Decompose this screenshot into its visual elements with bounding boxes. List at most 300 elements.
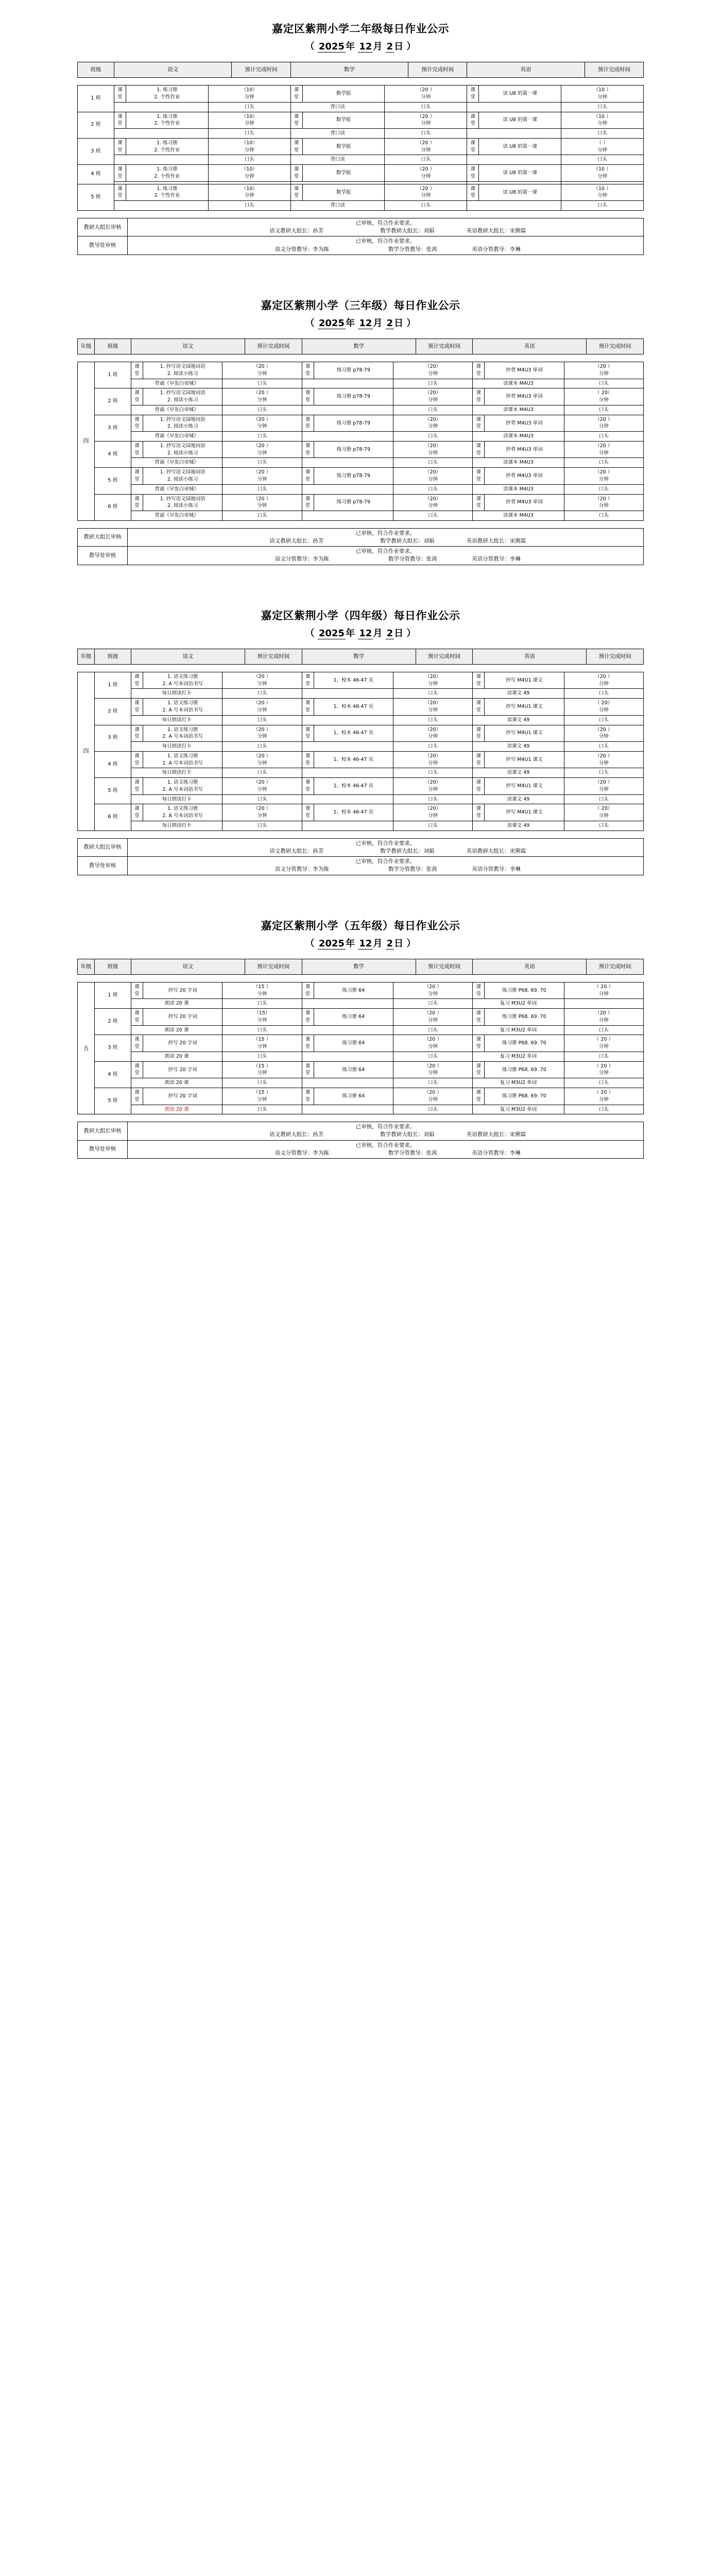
- homework-table-1: [77, 62, 644, 78]
- review-group-body: 已审核，符合作业要求。 语文教研大组长：孙芳 数学教研大组长：刘娟 英语教研大组长：宋俐霖: [128, 1122, 644, 1140]
- table-row: [78, 725, 644, 742]
- math-oral-time: 口头: [393, 689, 472, 699]
- chinese-oral-time: 口头: [208, 102, 290, 112]
- class-cell: 4 班: [95, 441, 131, 467]
- chinese-classroom-tag: 课 堂: [131, 1088, 143, 1105]
- english-oral-time: 口头: [564, 379, 643, 388]
- review-row-group: [78, 1122, 644, 1140]
- review-office-label: 教导处审核: [78, 1140, 128, 1158]
- math-oral-time: 口头: [393, 768, 472, 778]
- math-oral-task: [302, 379, 393, 388]
- english-oral-time: 口头: [564, 458, 643, 468]
- english-oral-task: 读课文 49: [473, 768, 564, 778]
- english-oral-time: 口头: [564, 742, 643, 752]
- math-oral-task: [302, 1025, 393, 1035]
- table-header-row: [78, 959, 644, 974]
- review-group-label: 教研大组长审核: [78, 1122, 128, 1140]
- english-oral-task: 复习 M3U2 单词: [473, 1052, 564, 1061]
- th-chinese-time: 预计完成时间: [245, 959, 302, 974]
- review-row-office: [78, 236, 644, 255]
- chinese-oral-time: 口头: [222, 1052, 302, 1061]
- th-math: 数学: [290, 62, 408, 78]
- chinese-classroom-tag: 课 堂: [131, 1009, 143, 1026]
- math-time: （20 ） 分钟: [385, 112, 467, 129]
- chinese-oral-task: 背诵《早发白帝城》: [131, 511, 222, 521]
- math-time: （20 ） 分钟: [385, 138, 467, 155]
- english-classroom-tag: 课 堂: [473, 362, 485, 379]
- english-classroom-tag: 课 堂: [473, 672, 485, 689]
- english-oral-task: 复习 M3U2 单词: [473, 1078, 564, 1088]
- class-cell: 5 班: [95, 778, 131, 804]
- table-row-oral: [78, 511, 644, 521]
- english-classroom-tag: 课 堂: [473, 751, 485, 768]
- homework-table-4: [77, 959, 644, 975]
- class-cell: 3 班: [95, 415, 131, 441]
- chinese-time: （15 ） 分钟: [222, 982, 302, 999]
- class-cell: 4 班: [95, 751, 131, 777]
- english-oral-task: 读课文 49: [473, 794, 564, 804]
- chinese-task: 1. 语文练习册 2. A 号本词语书写: [143, 804, 222, 821]
- th-class: 班级: [78, 62, 114, 78]
- math-oral-time: 口头: [385, 102, 467, 112]
- chinese-time: （10） 分钟: [208, 138, 290, 155]
- chinese-time: （20 ） 分钟: [222, 672, 302, 689]
- review-office-body: 已审核，符合作业要求。 语文分管教导：李为陈 数学分管教导：张茜 英语分管教导：李琳: [128, 236, 644, 255]
- english-classroom-tag: 课 堂: [473, 982, 485, 999]
- th-english-time: 预计完成时间: [587, 959, 644, 974]
- math-classroom-tag: 课 堂: [302, 468, 314, 485]
- chinese-time: （20 ） 分钟: [222, 699, 302, 716]
- math-time: （20） 分钟: [393, 672, 472, 689]
- chinese-oral-time: 口头: [222, 458, 302, 468]
- chinese-time: （15 ） 分钟: [222, 1035, 302, 1052]
- math-classroom-tag: 课 堂: [302, 1009, 314, 1026]
- review-table: [77, 838, 644, 875]
- math-time: （20） 分钟: [393, 388, 472, 405]
- english-classroom-tag: 课 堂: [473, 441, 485, 458]
- th-english-time: 预计完成时间: [585, 62, 643, 78]
- math-task: 数学报: [302, 184, 385, 201]
- chinese-task: 1. 抄写语文园地词语 2. 阅读小练习: [143, 415, 222, 432]
- math-task: 练习册 64: [314, 982, 393, 999]
- th-english: 英语: [473, 959, 587, 974]
- math-oral-time: 口头: [393, 999, 472, 1009]
- math-time: （20 ） 分钟: [393, 1061, 472, 1078]
- review-group-body: 已审核，符合作业要求。 语文教研大组长：孙芳 数学教研大组长：刘娟 英语教研大组长：宋俐霖: [128, 218, 644, 236]
- math-oral-task: [302, 768, 393, 778]
- grade-cell: 五: [78, 982, 95, 1114]
- th-class: 班级: [95, 338, 131, 354]
- english-time: （20 ） 分钟: [564, 468, 643, 485]
- table-row-oral: [78, 484, 644, 494]
- english-oral-task: 读课本 M4U3: [473, 511, 564, 521]
- chinese-classroom-tag: 课 堂: [131, 388, 143, 405]
- th-math-time: 预计完成时间: [408, 62, 467, 78]
- homework-body-1: [77, 85, 644, 211]
- english-oral-time: 口头: [561, 129, 644, 139]
- math-time: （20 ） 分钟: [393, 1035, 472, 1052]
- class-cell: 1 班: [95, 672, 131, 698]
- math-classroom-tag: 课 堂: [302, 725, 314, 742]
- table-row: [78, 138, 644, 155]
- math-task: 1、校本 46-47 页: [314, 699, 393, 716]
- english-oral-time: 口头: [561, 102, 644, 112]
- english-oral-task: 复习 M3U2 单词: [473, 1025, 564, 1035]
- review-table: [77, 528, 644, 565]
- english-classroom-tag: 课 堂: [467, 86, 479, 103]
- english-task: 读 U8 的第一课: [479, 184, 561, 201]
- th-math-time: 预计完成时间: [416, 649, 473, 664]
- english-task: 抄写 M4U1 课文: [485, 725, 564, 742]
- english-time: （ 20 ） 分钟: [564, 1035, 643, 1052]
- chinese-classroom-tag: 课 堂: [131, 415, 143, 432]
- table-row-oral: [78, 432, 644, 442]
- math-task: 练习册 p78-79: [314, 388, 393, 405]
- chinese-task: 抄写 20 字词: [143, 1035, 222, 1052]
- english-classroom-tag: 课 堂: [473, 1009, 485, 1026]
- math-oral-time: 口头: [385, 201, 467, 211]
- english-task: 练习册 P68. 69. 70: [485, 1035, 564, 1052]
- table-row-oral: [78, 1025, 644, 1035]
- math-task: 1、校本 46-47 页: [314, 672, 393, 689]
- th-math-time: 预计完成时间: [416, 959, 473, 974]
- chinese-time: （20 ） 分钟: [222, 494, 302, 511]
- english-oral-time: 口头: [561, 155, 644, 165]
- chinese-task: 1. 语文练习册 2. A 号本词语书写: [143, 778, 222, 795]
- table-row-oral: [78, 102, 644, 112]
- chinese-task: 抄写 20 字词: [143, 1061, 222, 1078]
- th-english-time: 预计完成时间: [587, 649, 644, 664]
- math-oral-task: 背口诀: [290, 102, 385, 112]
- grade-section-2: [77, 277, 644, 587]
- chinese-task: 1. 抄写语文园地词语 2. 阅读小练习: [143, 441, 222, 458]
- english-classroom-tag: 课 堂: [473, 468, 485, 485]
- homework-table-3: [77, 649, 644, 665]
- math-oral-time: 口头: [393, 1025, 472, 1035]
- chinese-oral-task: 背诵《早发白帝城》: [131, 484, 222, 494]
- page-title-3: 嘉定区紫荆小学（四年级）每日作业公示: [261, 609, 460, 622]
- math-classroom-tag: 课 堂: [302, 1088, 314, 1105]
- math-task: 练习册 64: [314, 1088, 393, 1105]
- chinese-time: （20 ） 分钟: [222, 778, 302, 795]
- th-chinese: 语文: [131, 338, 245, 354]
- english-classroom-tag: 课 堂: [473, 778, 485, 795]
- math-time: （20） 分钟: [393, 778, 472, 795]
- review-office-label: 教导处审核: [78, 236, 128, 255]
- th-chinese-time: 预计完成时间: [232, 62, 290, 78]
- english-task: 练习册 P68. 69. 70: [485, 1088, 564, 1105]
- chinese-classroom-tag: 课 堂: [114, 112, 126, 129]
- english-time: （20 ） 分钟: [564, 441, 643, 458]
- table-row: [78, 362, 644, 379]
- chinese-classroom-tag: 课 堂: [131, 441, 143, 458]
- math-task: 练习册 p78-79: [314, 362, 393, 379]
- math-time: （20） 分钟: [393, 804, 472, 821]
- english-oral-time: 口头: [564, 715, 643, 725]
- math-oral-task: [302, 821, 393, 831]
- class-cell: 5 班: [95, 1088, 131, 1114]
- english-oral-task: [467, 155, 561, 165]
- math-task: 数学报: [302, 138, 385, 155]
- english-classroom-tag: 课 堂: [473, 388, 485, 405]
- chinese-oral-task: 朗读 20 课: [131, 1078, 222, 1088]
- page-title-2: 嘉定区紫荆小学（三年级）每日作业公示: [261, 299, 460, 312]
- english-time: （ 20 ） 分钟: [564, 982, 643, 999]
- english-task: 抄背 M4U3 单词: [485, 415, 564, 432]
- chinese-classroom-tag: 课 堂: [114, 165, 126, 182]
- review-office-label: 教导处审核: [78, 547, 128, 565]
- review-table: [77, 218, 644, 255]
- chinese-time: （10） 分钟: [208, 184, 290, 201]
- chinese-oral-task: 每日朗读打卡: [131, 821, 222, 831]
- chinese-task: 1. 抄写语文园地词语 2. 阅读小练习: [143, 388, 222, 405]
- class-cell: 2 班: [95, 388, 131, 415]
- class-cell: 3 班: [78, 138, 114, 164]
- math-task: 数学报: [302, 112, 385, 129]
- chinese-oral-task: 背诵《早发白帝城》: [131, 379, 222, 388]
- table-row-oral: [78, 1078, 644, 1088]
- english-classroom-tag: 课 堂: [467, 138, 479, 155]
- math-classroom-tag: 课 堂: [302, 388, 314, 405]
- english-classroom-tag: 课 堂: [473, 1088, 485, 1105]
- chinese-time: （10） 分钟: [208, 86, 290, 103]
- english-time: （ 20 ） 分钟: [564, 1061, 643, 1078]
- english-task: 读 U8 的第一课: [479, 112, 561, 129]
- class-cell: 5 班: [95, 468, 131, 494]
- chinese-classroom-tag: 课 堂: [114, 184, 126, 201]
- math-time: （20） 分钟: [393, 751, 472, 768]
- math-oral-task: [302, 715, 393, 725]
- chinese-task: 1. 抄写语文园地词语 2. 阅读小练习: [143, 494, 222, 511]
- math-oral-task: [302, 1052, 393, 1061]
- math-task: 练习册 p78-79: [314, 468, 393, 485]
- review-office-body: 已审核，符合作业要求。 语文分管教导：李为陈 数学分管教导：张茜 英语分管教导：李琳: [128, 857, 644, 875]
- math-classroom-tag: 课 堂: [302, 1061, 314, 1078]
- chinese-time: （15） 分钟: [222, 1009, 302, 1026]
- chinese-time: （20 ） 分钟: [222, 388, 302, 405]
- math-oral-time: 口头: [393, 379, 472, 388]
- chinese-oral-time: 口头: [222, 821, 302, 831]
- class-cell: 3 班: [95, 725, 131, 751]
- chinese-oral-task: 每日朗读打卡: [131, 742, 222, 752]
- review-row-group: [78, 528, 644, 546]
- page-date-4: （ 2025 年 12 月 2 日 ）: [305, 938, 416, 949]
- english-task: 抄写 M4U1 课文: [485, 804, 564, 821]
- chinese-classroom-tag: 课 堂: [131, 699, 143, 716]
- table-header-row: [78, 338, 644, 354]
- english-classroom-tag: 课 堂: [473, 1061, 485, 1078]
- class-cell: 2 班: [95, 1009, 131, 1035]
- english-time: （20 ） 分钟: [564, 362, 643, 379]
- chinese-task: 1. 练习册 2. 个性作业: [126, 138, 209, 155]
- chinese-task: 1. 练习册 2. 个性作业: [126, 112, 209, 129]
- table-row: [78, 751, 644, 768]
- th-class: 班级: [95, 649, 131, 664]
- th-grade: 年级: [78, 959, 95, 974]
- chinese-task: 1. 练习册 2. 个性作业: [126, 165, 209, 182]
- th-chinese: 语文: [131, 959, 245, 974]
- table-row: [78, 804, 644, 821]
- english-oral-task: 读课本 M4U3: [473, 405, 564, 415]
- page-date-1: （ 2025 年 12 月 2 日 ）: [305, 41, 416, 52]
- math-oral-time: 口头: [393, 432, 472, 442]
- chinese-task: 抄写 20 字词: [143, 1009, 222, 1026]
- th-english-time: 预计完成时间: [587, 338, 644, 354]
- chinese-oral-time: 口头: [222, 689, 302, 699]
- math-time: （20） 分钟: [393, 468, 472, 485]
- th-english: 英语: [473, 338, 587, 354]
- math-oral-time: 口头: [393, 794, 472, 804]
- english-oral-time: 口头: [564, 768, 643, 778]
- review-row-group: [78, 218, 644, 236]
- chinese-oral-time: 口头: [222, 1078, 302, 1088]
- english-oral-time: 口头: [564, 1025, 643, 1035]
- math-task: 练习册 64: [314, 1061, 393, 1078]
- chinese-classroom-tag: 课 堂: [131, 362, 143, 379]
- table-row: [78, 388, 644, 405]
- chinese-oral-task: 背诵《早发白帝城》: [131, 405, 222, 415]
- math-task: 练习册 64: [314, 1035, 393, 1052]
- table-row: [78, 468, 644, 485]
- chinese-oral-task: [114, 102, 209, 112]
- th-math-time: 预计完成时间: [416, 338, 473, 354]
- math-oral-task: 背口诀: [290, 129, 385, 139]
- english-oral-time: 口头: [564, 689, 643, 699]
- table-row-oral: [78, 458, 644, 468]
- math-oral-task: 背口诀: [290, 155, 385, 165]
- chinese-oral-task: [114, 129, 209, 139]
- english-oral-task: 读课本 M4U3: [473, 432, 564, 442]
- th-math: 数学: [302, 959, 416, 974]
- math-task: 数学报: [302, 165, 385, 182]
- english-oral-task: 复习 M3U2 单词: [473, 999, 564, 1009]
- english-task: 读 U8 的第一课: [479, 86, 561, 103]
- chinese-oral-task: 每日朗读打卡: [131, 689, 222, 699]
- review-group-body: 已审核，符合作业要求。 语文教研大组长：孙芳 数学教研大组长：刘娟 英语教研大组长：宋俐霖: [128, 528, 644, 546]
- english-oral-time: 口头: [564, 484, 643, 494]
- class-cell: 6 班: [95, 494, 131, 520]
- page-date-2: （ 2025 年 12 月 2 日 ）: [305, 317, 416, 329]
- math-oral-time: 口头: [393, 484, 472, 494]
- th-english: 英语: [467, 62, 585, 78]
- table-header-row: [78, 62, 644, 78]
- english-classroom-tag: 课 堂: [473, 1035, 485, 1052]
- math-oral-task: [302, 405, 393, 415]
- chinese-oral-task: [114, 201, 209, 211]
- grade-section-1: [77, 0, 644, 277]
- chinese-oral-time: 口头: [222, 379, 302, 388]
- english-task: 读 U8 的第一课: [479, 165, 561, 182]
- class-cell: 5 班: [78, 184, 114, 210]
- chinese-oral-task: 背诵《早发白帝城》: [131, 458, 222, 468]
- chinese-time: （20 ） 分钟: [222, 804, 302, 821]
- review-office-body: 已审核，符合作业要求。 语文分管教导：李为陈 数学分管教导：张茜 英语分管教导：李琳: [128, 1140, 644, 1158]
- class-cell: 3 班: [95, 1035, 131, 1061]
- math-task: 练习册 64: [314, 1009, 393, 1026]
- english-classroom-tag: 课 堂: [473, 699, 485, 716]
- chinese-oral-time: 口头: [208, 155, 290, 165]
- math-time: （20） 分钟: [393, 725, 472, 742]
- table-row: [78, 778, 644, 795]
- english-oral-task: 读课本 M4U3: [473, 458, 564, 468]
- english-task: 练习册 P68. 69. 70: [485, 1009, 564, 1026]
- chinese-task: 1. 语文练习册 2. A 号本词语书写: [143, 725, 222, 742]
- math-oral-task: [302, 484, 393, 494]
- english-oral-task: [467, 201, 561, 211]
- english-oral-task: [467, 102, 561, 112]
- math-oral-task: [302, 742, 393, 752]
- english-time: （20 ） 分钟: [564, 415, 643, 432]
- table-row-oral: [78, 821, 644, 831]
- math-time: （20 ） 分钟: [385, 184, 467, 201]
- chinese-oral-time: 口头: [222, 742, 302, 752]
- review-office-body: 已审核，符合作业要求。 语文分管教导：李为陈 数学分管教导：张茜 英语分管教导：李琳: [128, 547, 644, 565]
- table-row: [78, 86, 644, 103]
- page-date-3: （ 2025 年 12 月 2 日 ）: [305, 628, 416, 639]
- table-row-oral: [78, 129, 644, 139]
- english-oral-time: 口头: [564, 1105, 643, 1114]
- math-time: （20 ） 分钟: [385, 86, 467, 103]
- chinese-time: （20 ） 分钟: [222, 415, 302, 432]
- chinese-oral-task: 每日朗读打卡: [131, 715, 222, 725]
- table-row: [78, 699, 644, 716]
- math-task: 1、校本 46-47 页: [314, 725, 393, 742]
- chinese-classroom-tag: 课 堂: [131, 1035, 143, 1052]
- english-time: （20 ） 分钟: [564, 494, 643, 511]
- table-row: [78, 1088, 644, 1105]
- math-time: （20） 分钟: [393, 441, 472, 458]
- table-row: [78, 982, 644, 999]
- math-classroom-tag: 课 堂: [302, 1035, 314, 1052]
- chinese-oral-time: 口头: [208, 129, 290, 139]
- table-row: [78, 441, 644, 458]
- english-time: （20 ） 分钟: [564, 778, 643, 795]
- math-oral-task: [302, 689, 393, 699]
- review-row-office: [78, 547, 644, 565]
- table-row-oral: [78, 689, 644, 699]
- chinese-oral-time: 口头: [222, 715, 302, 725]
- chinese-task: 1. 练习册 2. 个性作业: [126, 184, 209, 201]
- chinese-oral-time: 口头: [222, 1105, 302, 1114]
- homework-body-3: [77, 672, 644, 831]
- math-classroom-tag: 课 堂: [290, 165, 302, 182]
- table-row: [78, 415, 644, 432]
- math-task: 数学报: [302, 86, 385, 103]
- math-time: （20） 分钟: [393, 494, 472, 511]
- chinese-classroom-tag: 课 堂: [131, 725, 143, 742]
- chinese-oral-time: 口头: [222, 794, 302, 804]
- math-oral-task: [302, 458, 393, 468]
- th-grade: 年级: [78, 338, 95, 354]
- grade-cell: 四: [78, 672, 95, 831]
- math-oral-time: 口头: [393, 1078, 472, 1088]
- table-row-oral: [78, 1052, 644, 1061]
- review-group-label: 教研大组长审核: [78, 218, 128, 236]
- math-time: （20 ） 分钟: [393, 982, 472, 999]
- th-math: 数学: [302, 338, 416, 354]
- chinese-oral-time: 口头: [222, 999, 302, 1009]
- math-classroom-tag: 课 堂: [302, 494, 314, 511]
- th-chinese: 语文: [114, 62, 232, 78]
- math-classroom-tag: 课 堂: [302, 415, 314, 432]
- english-classroom-tag: 课 堂: [467, 184, 479, 201]
- table-header-row: [78, 649, 644, 664]
- chinese-classroom-tag: 课 堂: [131, 1061, 143, 1078]
- class-cell: 1 班: [95, 982, 131, 1008]
- class-cell: 2 班: [95, 699, 131, 725]
- homework-body-2: [77, 362, 644, 521]
- english-oral-time: 口头: [561, 201, 644, 211]
